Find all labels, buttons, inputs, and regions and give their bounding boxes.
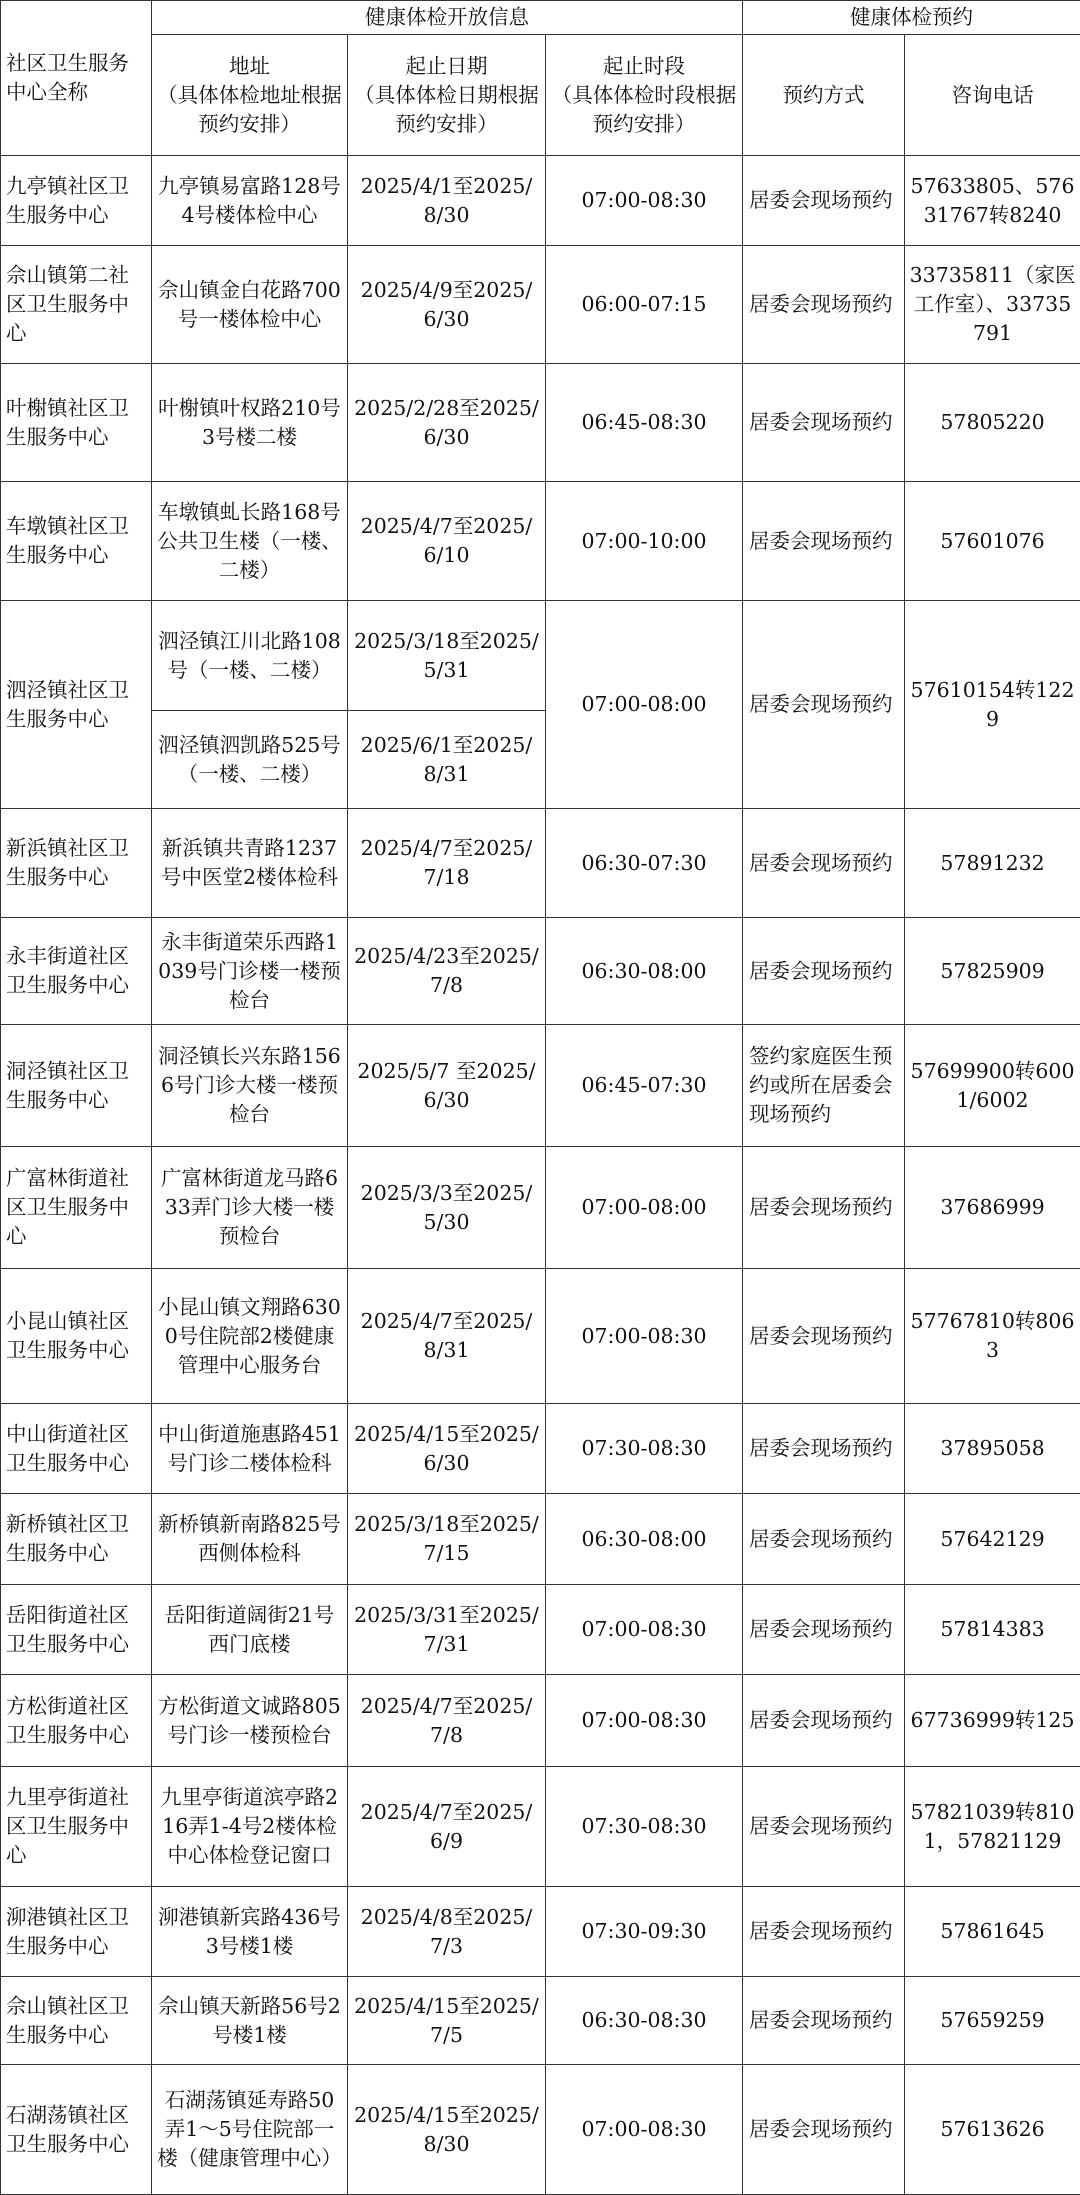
table-row	[1, 1977, 1080, 2065]
table-row	[1, 601, 1080, 711]
table-row	[1, 1269, 1080, 1404]
phone-cell: 67736999转125	[905, 1675, 1080, 1767]
address-cell: 泗泾镇江川北路108号（一楼、二楼）	[152, 601, 348, 711]
date-cell: 2025/3/18至2025/7/15	[348, 1494, 546, 1585]
phone-cell: 57805220	[905, 364, 1080, 482]
table-row	[1, 1887, 1080, 1977]
table-row	[1, 918, 1080, 1025]
time-cell: 06:45-07:30	[546, 1025, 743, 1147]
date-cell: 2025/4/15至2025/8/30	[348, 2065, 546, 2195]
address-cell: 泗泾镇泗凯路525号（一楼、二楼）	[152, 711, 348, 809]
address-cell: 广富林街道龙马路633弄门诊大楼一楼预检台	[152, 1147, 348, 1269]
center-name: 石湖荡镇社区卫生服务中心	[1, 2065, 152, 2195]
header-time-range: 起止时段 （具体体检时段根据预约安排）	[546, 35, 743, 156]
header-row-group	[1, 1, 1080, 35]
address-cell: 石湖荡镇延寿路50弄1～5号住院部一楼（健康管理中心）	[152, 2065, 348, 2195]
method-cell: 居委会现场预约	[743, 1675, 905, 1767]
time-cell: 07:00-10:00	[546, 482, 743, 601]
phone-cell: 57821039转8101，57821129	[905, 1767, 1080, 1887]
date-cell: 2025/5/7 至2025/6/30	[348, 1025, 546, 1147]
table-row	[1, 1404, 1080, 1494]
phone-cell: 37686999	[905, 1147, 1080, 1269]
table-row	[1, 364, 1080, 482]
date-cell: 2025/4/9至2025/6/30	[348, 246, 546, 364]
address-cell: 泖港镇新宾路436号3号楼1楼	[152, 1887, 348, 1977]
phone-cell: 57613626	[905, 2065, 1080, 2195]
phone-cell: 37895058	[905, 1404, 1080, 1494]
phone-cell: 57814383	[905, 1585, 1080, 1675]
phone-cell: 57891232	[905, 809, 1080, 918]
time-cell: 06:30-08:30	[546, 1977, 743, 2065]
table-row	[1, 1025, 1080, 1147]
date-cell: 2025/6/1至2025/8/31	[348, 711, 546, 809]
center-name: 广富林街道社区卫生服务中心	[1, 1147, 152, 1269]
time-cell: 07:30-09:30	[546, 1887, 743, 1977]
header-address: 地址 （具体体检地址根据预约安排）	[152, 35, 348, 156]
date-cell: 2025/4/15至2025/6/30	[348, 1404, 546, 1494]
address-cell: 新桥镇新南路825号西侧体检科	[152, 1494, 348, 1585]
center-name: 九里亭街道社区卫生服务中心	[1, 1767, 152, 1887]
date-cell: 2025/4/7至2025/7/8	[348, 1675, 546, 1767]
address-cell: 小昆山镇文翔路6300号住院部2楼健康管理中心服务台	[152, 1269, 348, 1404]
method-cell: 居委会现场预约	[743, 482, 905, 601]
time-cell: 07:00-08:30	[546, 1585, 743, 1675]
center-name: 洞泾镇社区卫生服务中心	[1, 1025, 152, 1147]
center-name: 佘山镇社区卫生服务中心	[1, 1977, 152, 2065]
center-name: 小昆山镇社区卫生服务中心	[1, 1269, 152, 1404]
header-phone: 咨询电话	[905, 35, 1080, 156]
address-cell: 永丰街道荣乐西路1039号门诊楼一楼预检台	[152, 918, 348, 1025]
center-name: 九亭镇社区卫生服务中心	[1, 156, 152, 246]
phone-cell: 57642129	[905, 1494, 1080, 1585]
method-cell: 签约家庭医生预约或所在居委会现场预约	[743, 1025, 905, 1147]
center-name: 永丰街道社区卫生服务中心	[1, 918, 152, 1025]
table-row	[1, 482, 1080, 601]
time-cell: 07:00-08:30	[546, 156, 743, 246]
header-group-open-info: 健康体检开放信息	[152, 1, 743, 35]
center-name: 新浜镇社区卫生服务中心	[1, 809, 152, 918]
phone-cell: 57659259	[905, 1977, 1080, 2065]
method-cell: 居委会现场预约	[743, 1494, 905, 1585]
time-cell: 07:00-08:30	[546, 2065, 743, 2195]
address-cell: 岳阳街道阔街21号西门底楼	[152, 1585, 348, 1675]
table-row	[1, 1494, 1080, 1585]
date-cell: 2025/4/1至2025/8/30	[348, 156, 546, 246]
phone-cell: 57601076	[905, 482, 1080, 601]
address-cell: 九里亭街道滨亭路216弄1-4号2楼体检中心体检登记窗口	[152, 1767, 348, 1887]
method-cell: 居委会现场预约	[743, 1147, 905, 1269]
method-cell: 居委会现场预约	[743, 2065, 905, 2195]
phone-cell: 57767810转8063	[905, 1269, 1080, 1404]
header-group-booking: 健康体检预约	[743, 1, 1080, 35]
address-cell: 新浜镇共青路1237号中医堂2楼体检科	[152, 809, 348, 918]
table-row	[1, 1767, 1080, 1887]
phone-cell: 57825909	[905, 918, 1080, 1025]
method-cell: 居委会现场预约	[743, 156, 905, 246]
date-cell: 2025/4/8至2025/7/3	[348, 1887, 546, 1977]
date-cell: 2025/4/23至2025/7/8	[348, 918, 546, 1025]
table-row	[1, 246, 1080, 364]
method-cell: 居委会现场预约	[743, 809, 905, 918]
table-row	[1, 1675, 1080, 1767]
center-name: 车墩镇社区卫生服务中心	[1, 482, 152, 601]
date-cell: 2025/2/28至2025/6/30	[348, 364, 546, 482]
table-row	[1, 156, 1080, 246]
table-row	[1, 1147, 1080, 1269]
time-cell: 07:00-08:30	[546, 1269, 743, 1404]
time-cell: 07:00-08:00	[546, 1147, 743, 1269]
table-row	[1, 2065, 1080, 2195]
method-cell: 居委会现场预约	[743, 246, 905, 364]
address-cell: 中山街道施惠路451号门诊二楼体检科	[152, 1404, 348, 1494]
method-cell: 居委会现场预约	[743, 1404, 905, 1494]
phone-cell: 57861645	[905, 1887, 1080, 1977]
center-name: 岳阳街道社区卫生服务中心	[1, 1585, 152, 1675]
time-cell: 06:30-07:30	[546, 809, 743, 918]
method-cell: 居委会现场预约	[743, 918, 905, 1025]
time-cell: 06:00-07:15	[546, 246, 743, 364]
address-cell: 九亭镇易富路128号4号楼体检中心	[152, 156, 348, 246]
method-cell: 居委会现场预约	[743, 364, 905, 482]
center-name: 中山街道社区卫生服务中心	[1, 1404, 152, 1494]
date-cell: 2025/3/3至2025/5/30	[348, 1147, 546, 1269]
address-cell: 车墩镇虬长路168号公共卫生楼（一楼、二楼）	[152, 482, 348, 601]
header-center-name: 社区卫生服务中心全称	[1, 1, 152, 156]
time-cell: 07:30-08:30	[546, 1767, 743, 1887]
date-cell: 2025/4/15至2025/7/5	[348, 1977, 546, 2065]
method-cell: 居委会现场预约	[743, 1977, 905, 2065]
center-name: 新桥镇社区卫生服务中心	[1, 1494, 152, 1585]
date-cell: 2025/4/7至2025/6/10	[348, 482, 546, 601]
center-name: 叶榭镇社区卫生服务中心	[1, 364, 152, 482]
address-cell: 佘山镇天新路56号2号楼1楼	[152, 1977, 348, 2065]
header-booking-method: 预约方式	[743, 35, 905, 156]
center-name: 方松街道社区卫生服务中心	[1, 1675, 152, 1767]
phone-cell: 33735811（家医工作室）、33735791	[905, 246, 1080, 364]
method-cell: 居委会现场预约	[743, 1585, 905, 1675]
method-cell: 居委会现场预约	[743, 1767, 905, 1887]
method-cell: 居委会现场预约	[743, 601, 905, 809]
header-date-range: 起止日期 （具体体检日期根据预约安排）	[348, 35, 546, 156]
date-cell: 2025/4/7至2025/6/9	[348, 1767, 546, 1887]
date-cell: 2025/4/7至2025/8/31	[348, 1269, 546, 1404]
time-cell: 06:45-08:30	[546, 364, 743, 482]
center-name: 泖港镇社区卫生服务中心	[1, 1887, 152, 1977]
center-name: 泗泾镇社区卫生服务中心	[1, 601, 152, 809]
time-cell: 06:30-08:00	[546, 1494, 743, 1585]
time-cell: 06:30-08:00	[546, 918, 743, 1025]
time-cell: 07:30-08:30	[546, 1404, 743, 1494]
header-row-columns	[1, 35, 1080, 156]
phone-cell: 57633805、57631767转8240	[905, 156, 1080, 246]
address-cell: 叶榭镇叶权路210号3号楼二楼	[152, 364, 348, 482]
method-cell: 居委会现场预约	[743, 1887, 905, 1977]
date-cell: 2025/3/18至2025/5/31	[348, 601, 546, 711]
date-cell: 2025/3/31至2025/7/31	[348, 1585, 546, 1675]
phone-cell: 57699900转6001/6002	[905, 1025, 1080, 1147]
phone-cell: 57610154转1229	[905, 601, 1080, 809]
table-row	[1, 1585, 1080, 1675]
time-cell: 07:00-08:00	[546, 601, 743, 809]
method-cell: 居委会现场预约	[743, 1269, 905, 1404]
center-name: 佘山镇第二社区卫生服务中心	[1, 246, 152, 364]
date-cell: 2025/4/7至2025/7/18	[348, 809, 546, 918]
time-cell: 07:00-08:30	[546, 1675, 743, 1767]
table-row	[1, 809, 1080, 918]
address-cell: 方松街道文诚路805号门诊一楼预检台	[152, 1675, 348, 1767]
address-cell: 佘山镇金白花路700号一楼体检中心	[152, 246, 348, 364]
address-cell: 洞泾镇长兴东路1566号门诊大楼一楼预检台	[152, 1025, 348, 1147]
